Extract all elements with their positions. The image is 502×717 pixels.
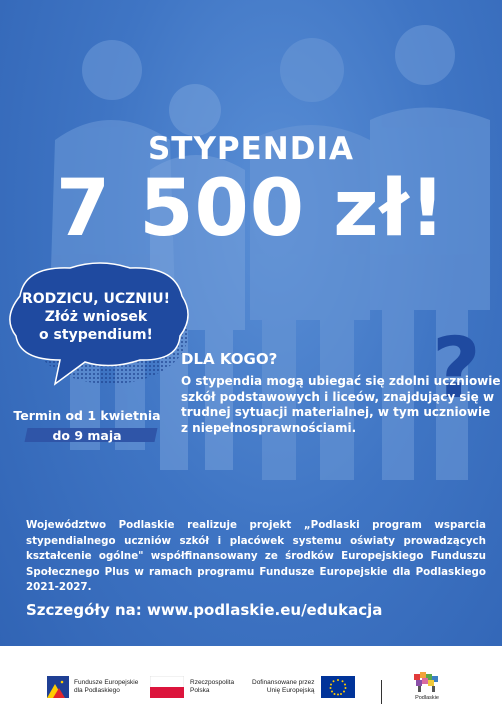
bubble-line-3: o stypendium! (39, 327, 153, 343)
bison-icon (410, 670, 444, 694)
eu-logo-line-2: Unię Europejską (266, 687, 315, 694)
fe-logo-icon (47, 676, 69, 698)
deadline (4, 406, 170, 446)
question-mark-icon: ? (432, 319, 481, 417)
polish-flag-icon (150, 676, 184, 698)
eu-logo (252, 676, 355, 698)
deadline-line-2: do 9 maja (52, 428, 122, 443)
fe-logo (47, 676, 138, 698)
eu-logo-line-1: Dofinansowane przez (252, 679, 315, 686)
deadline-line-1: Termin od 1 kwietnia (13, 408, 161, 423)
fe-logo-line-1: Fundusze Europejskie (74, 679, 139, 686)
bubble-message (12, 290, 180, 344)
scholarship-title: STYPENDIA (147, 131, 355, 167)
rp-logo (150, 676, 234, 698)
fe-logo-line-2: dla Podlaskiego (74, 687, 120, 694)
scholarship-amount: 7 500 zł! (55, 164, 447, 254)
footer-separator (381, 680, 382, 704)
podlaskie-label: Podlaskie (415, 695, 439, 701)
bubble-line-2: Złóż wniosek (44, 309, 148, 325)
details-link[interactable]: Szczegóły na: www.podlaskie.eu/edukacja (26, 601, 383, 619)
rp-logo-line-1: Rzeczpospolita (190, 679, 235, 686)
who-title: DLA KOGO? (181, 350, 278, 368)
who-description: O stypendia mogą ubiegać się zdolni uczniowie szkół podstawowych i liceów, znajdujący się w trudnej sytuacji materialnej, w tym uczniowie z niepełnosprawnościami. (181, 374, 501, 435)
eu-flag-icon (321, 676, 355, 698)
project-description: Województwo Podlaskie realizuje projekt „Podlaski program wsparcia stypendialnego uczniów szkół i placówek systemu oświaty prowadzących kształcenie ogólne" współfinansowany ze środków Europejskiego Funduszu Społecznego Plus w ramach programu Fundusze Europejskie dla Podlaskiego 2021-2027. (26, 519, 486, 593)
podlaskie-logo (410, 670, 444, 702)
funding-footer (0, 646, 502, 717)
rp-logo-line-2: Polska (190, 687, 210, 694)
bubble-line-1: RODZICU, UCZNIU! (22, 291, 170, 307)
